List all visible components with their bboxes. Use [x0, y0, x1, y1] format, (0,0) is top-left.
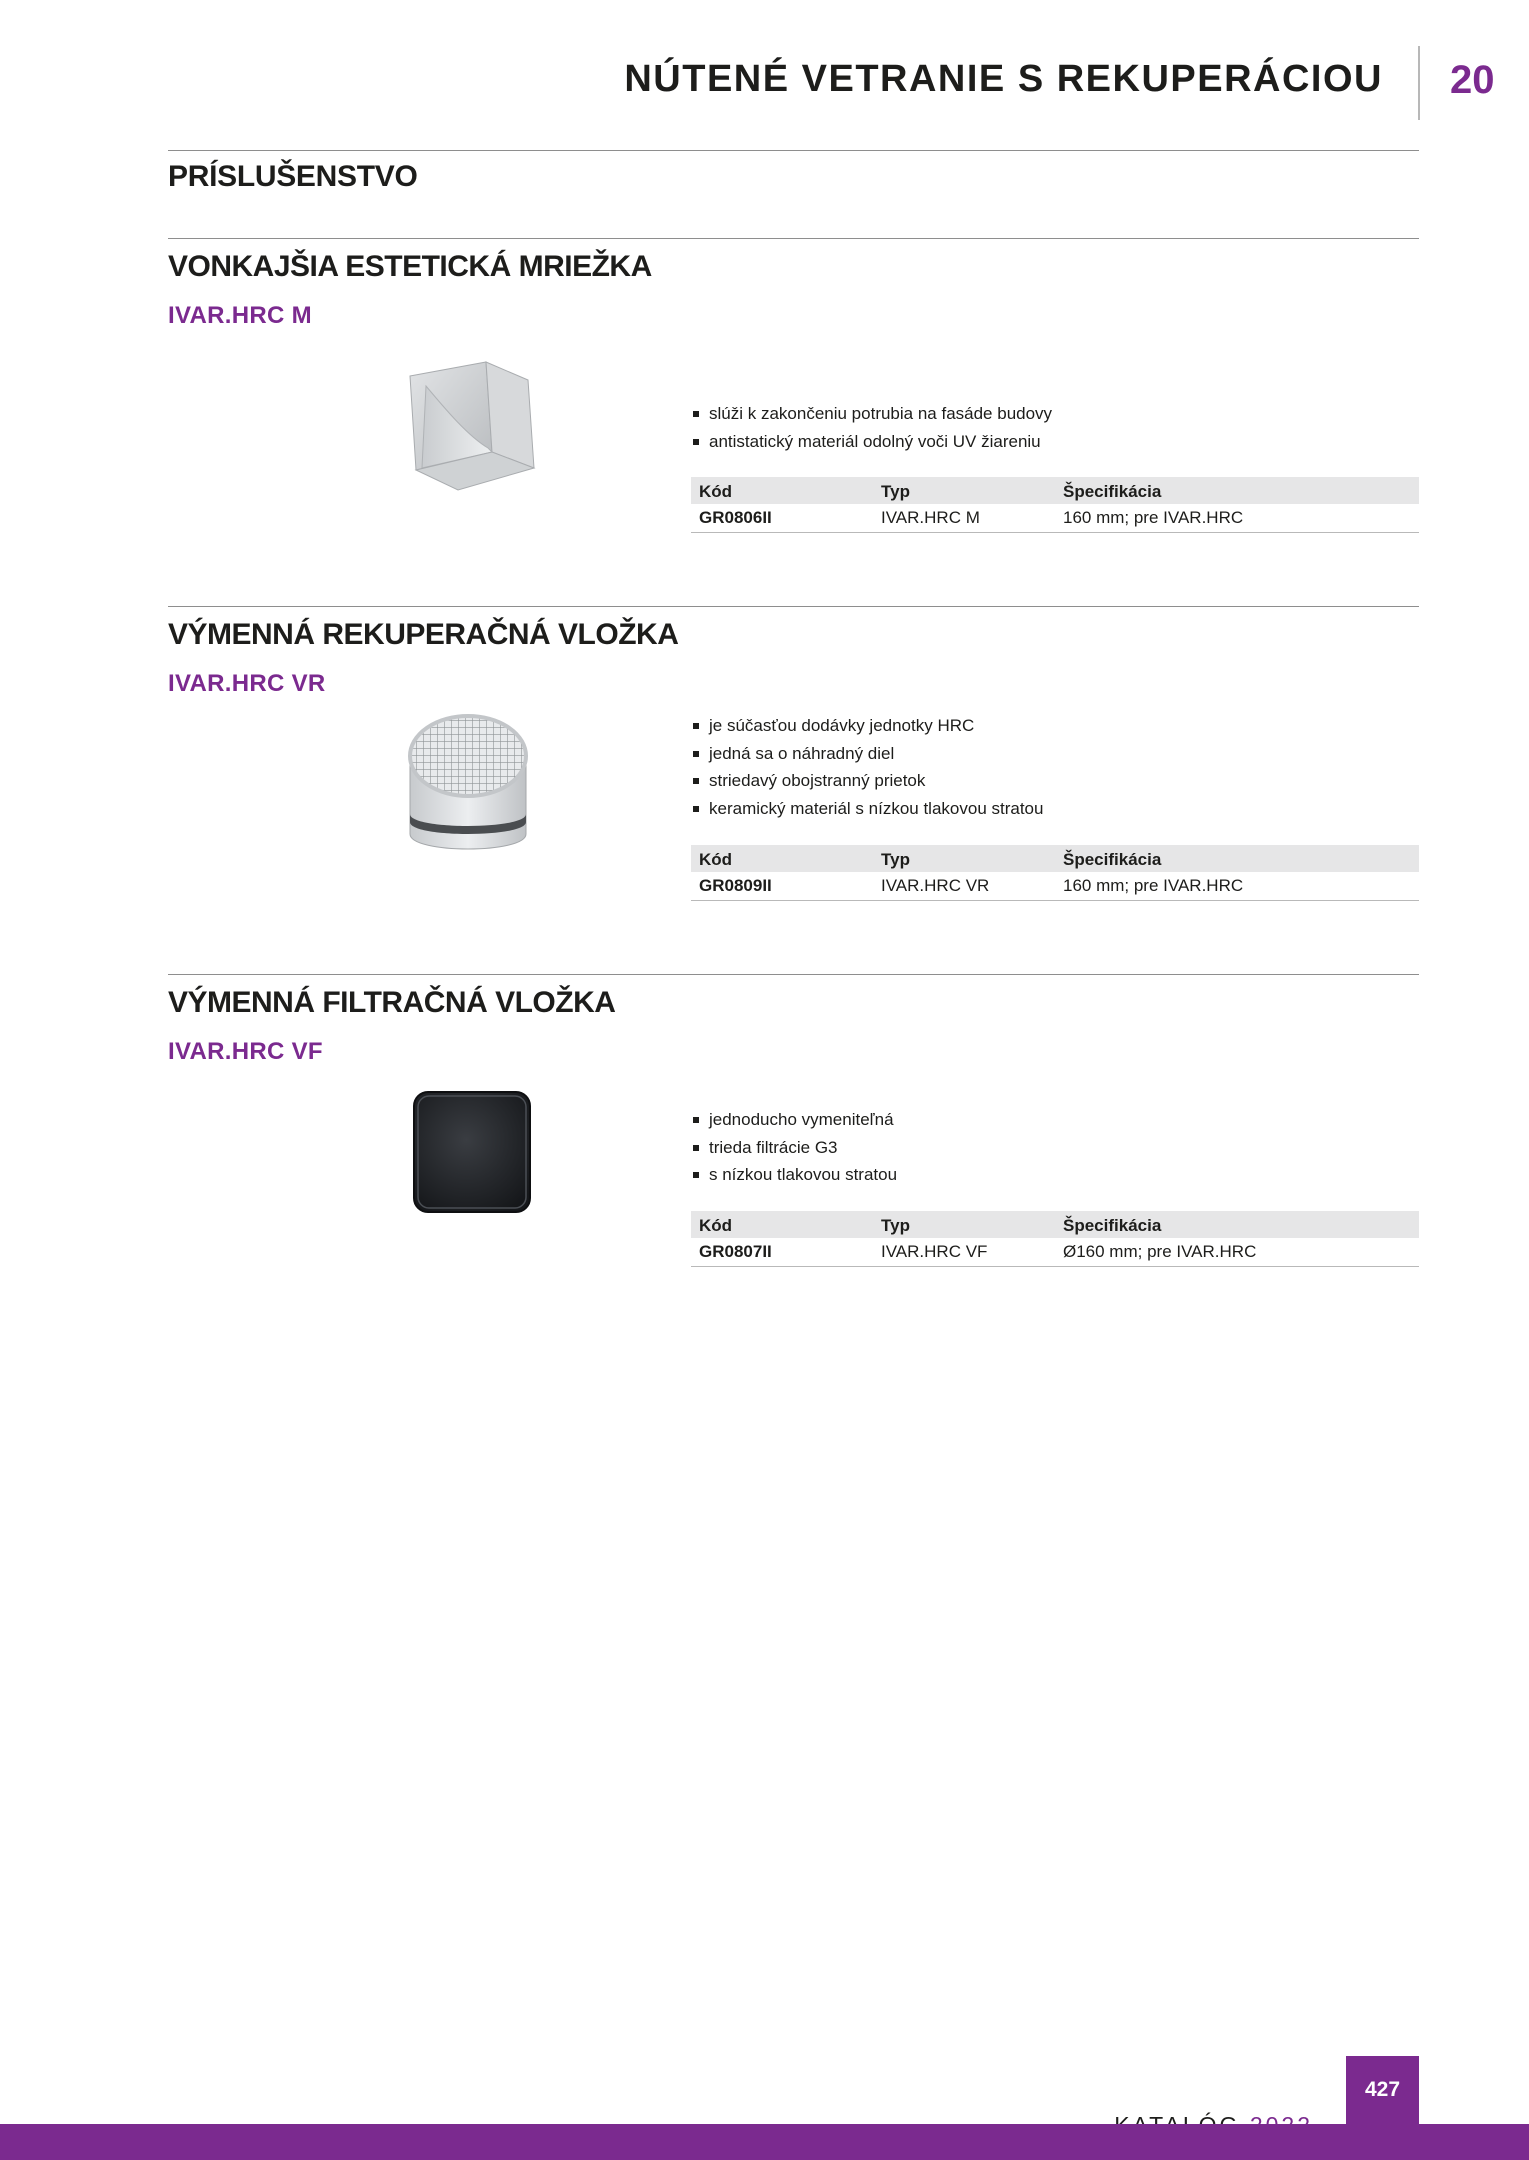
list-item: jednoducho vymeniteľná [692, 1106, 897, 1134]
vent-grille-image [388, 340, 548, 500]
section-subtitle: IVAR.HRC M [168, 302, 312, 329]
chapter-divider [1418, 46, 1420, 120]
section-rule [168, 238, 1419, 239]
list-item: s nízkou tlakovou stratou [692, 1161, 897, 1189]
section-title: VONKAJŠIA ESTETICKÁ MRIEŽKA [168, 250, 652, 283]
cell-type: IVAR.HRC VF [873, 1238, 1055, 1266]
chapter-number: 20 [1450, 58, 1495, 102]
page-number: 427 [1346, 2056, 1419, 2124]
table-header-row [691, 845, 1419, 872]
feature-list [692, 400, 1052, 455]
list-item: jedná sa o náhradný diel [692, 740, 1043, 768]
chapter-title: NÚTENÉ VETRANIE S REKUPERÁCIOU [624, 58, 1383, 100]
cell-spec: Ø160 mm; pre IVAR.HRC [1055, 1238, 1419, 1266]
list-item: trieda filtrácie G3 [692, 1134, 897, 1162]
cell-spec: 160 mm; pre IVAR.HRC [1055, 872, 1419, 900]
list-item: antistatický materiál odolný voči UV žiareniu [692, 428, 1052, 456]
list-item: striedavý obojstranný prietok [692, 767, 1043, 795]
cell-code: GR0809II [691, 872, 873, 900]
cell-spec: 160 mm; pre IVAR.HRC [1055, 504, 1419, 532]
table-header-row [691, 477, 1419, 504]
cell-code: GR0807II [691, 1238, 873, 1266]
section-title: VÝMENNÁ FILTRAČNÁ VLOŽKA [168, 986, 616, 1019]
section-subtitle: IVAR.HRC VR [168, 670, 326, 697]
header-rule [168, 150, 1419, 151]
table-header-row [691, 1211, 1419, 1238]
feature-list [692, 712, 1043, 822]
column-header-spec: Špecifikácia [1055, 1211, 1419, 1238]
list-item: je súčasťou dodávky jednotky HRC [692, 712, 1043, 740]
column-header-spec: Špecifikácia [1055, 477, 1419, 504]
section-rule [168, 606, 1419, 607]
list-item: keramický materiál s nízkou tlakovou stratou [692, 795, 1043, 823]
spec-table [691, 845, 1419, 901]
table-row [691, 504, 1419, 532]
table-row [691, 872, 1419, 900]
spec-table [691, 477, 1419, 533]
feature-list [692, 1106, 897, 1189]
cell-type: IVAR.HRC VR [873, 872, 1055, 900]
section-subtitle: IVAR.HRC VF [168, 1038, 323, 1065]
section-title: VÝMENNÁ REKUPERAČNÁ VLOŽKA [168, 618, 679, 651]
column-header-spec: Špecifikácia [1055, 845, 1419, 872]
column-header-code: Kód [691, 1211, 873, 1238]
cell-type: IVAR.HRC M [873, 504, 1055, 532]
recuperation-insert-image [388, 706, 548, 866]
cell-code: GR0806II [691, 504, 873, 532]
category-title: PRÍSLUŠENSTVO [168, 160, 418, 193]
spec-table [691, 1211, 1419, 1267]
list-item: slúži k zakončeniu potrubia na fasáde budovy [692, 400, 1052, 428]
column-header-type: Typ [873, 477, 1055, 504]
table-row [691, 1238, 1419, 1266]
footer-band [0, 2124, 1529, 2160]
section-rule [168, 974, 1419, 975]
column-header-type: Typ [873, 1211, 1055, 1238]
filter-insert-image [388, 1070, 548, 1230]
column-header-code: Kód [691, 845, 873, 872]
column-header-code: Kód [691, 477, 873, 504]
column-header-type: Typ [873, 845, 1055, 872]
